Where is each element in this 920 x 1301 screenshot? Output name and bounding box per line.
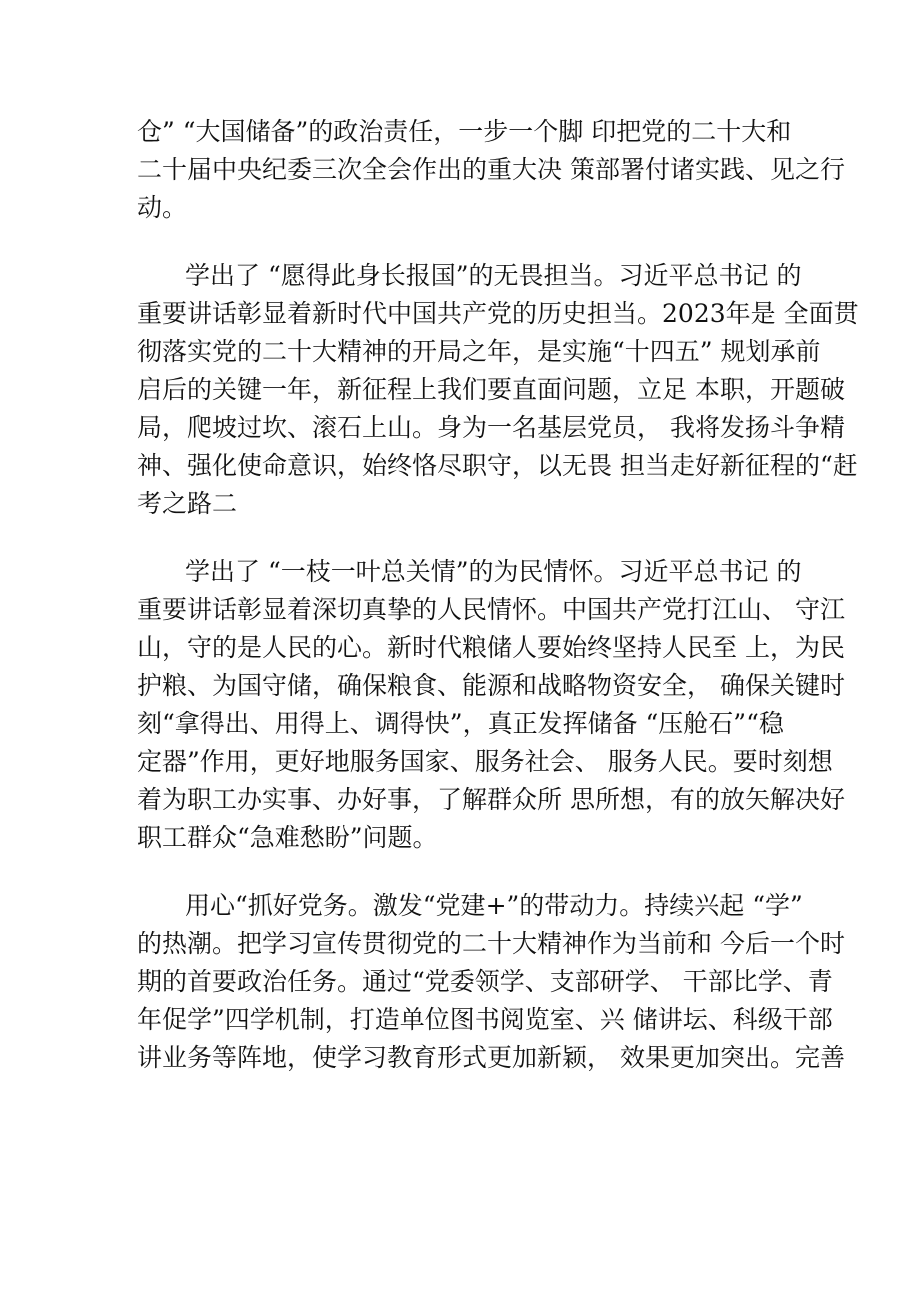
text-line: 局，爬坡过坎、滚石上山。身为一名基层党员， 我将发扬斗争精	[137, 413, 845, 442]
text-line: 山，守的是人民的心。新时代粮储人要始终坚持人民至 上，为民	[137, 633, 845, 662]
text-line: 定器”作用，更好地服务国家、服务社会、 服务人民。要时刻想	[137, 747, 833, 776]
paragraph-3	[137, 553, 845, 857]
text-line: 动。	[137, 193, 188, 222]
text-line: 期的首要政治任务。通过“党委领学、支部研学、 干部比学、青	[137, 967, 833, 996]
text-line: 年促学”四学机制，打造单位图书阅览室、兴 储讲坛、科级干部	[137, 1005, 833, 1034]
text-line: 二十届中央纪委三次全会作出的重大决 策部署付诸实践、见之行	[137, 155, 845, 184]
text-line: 彻落实党的二十大精神的开局之年，是实施“十四五” 规划承前	[137, 337, 821, 366]
text-line: 仓” “大国储备”的政治责任，一步一个脚 印把党的二十大和	[137, 117, 792, 146]
text-line: 重要讲话彰显着深切真挚的人民情怀。中国共产党打江山、 守江	[137, 595, 845, 624]
paragraph-4	[137, 887, 845, 1077]
text-line: 刻“拿得出、用得上、调得快”，真正发挥储备 “压舱石”“稳	[137, 709, 784, 738]
text-line: 学出了 “愿得此身长报国”的无畏担当。习近平总书记 的	[185, 261, 802, 290]
paragraph-2	[137, 257, 859, 523]
text-line: 用心“抓好党务。激发“党建+”的带动力。持续兴起 “学”	[185, 891, 803, 920]
text-line: 学出了 “一枝一叶总关情”的为民情怀。习近平总书记 的	[185, 557, 802, 586]
paragraph-1	[137, 113, 845, 227]
text-line: 启后的关键一年，新征程上我们要直面问题，立足 本职，开题破	[137, 375, 845, 404]
text-line: 考之路二	[137, 489, 238, 518]
text-line: 着为职工办实事、办好事，了解群众所 思所想，有的放矢解决好	[137, 785, 845, 814]
document-body	[137, 113, 859, 1107]
text-line: 神、强化使命意识，始终恪尽职守，以无畏 担当走好新征程的“赶	[137, 451, 858, 480]
text-line: 护粮、为国守储，确保粮食、能源和战略物资安全， 确保关键时	[137, 671, 845, 700]
text-line: 重要讲话彰显着新时代中国共产党的历史担当。2023年是 全面贯	[137, 299, 859, 328]
text-line: 讲业务等阵地，使学习教育形式更加新颖， 效果更加突出。完善	[137, 1043, 845, 1072]
text-line: 职工群众“急难愁盼”问题。	[137, 823, 438, 852]
text-line: 的热潮。把学习宣传贯彻党的二十大精神作为当前和 今后一个时	[137, 929, 845, 958]
